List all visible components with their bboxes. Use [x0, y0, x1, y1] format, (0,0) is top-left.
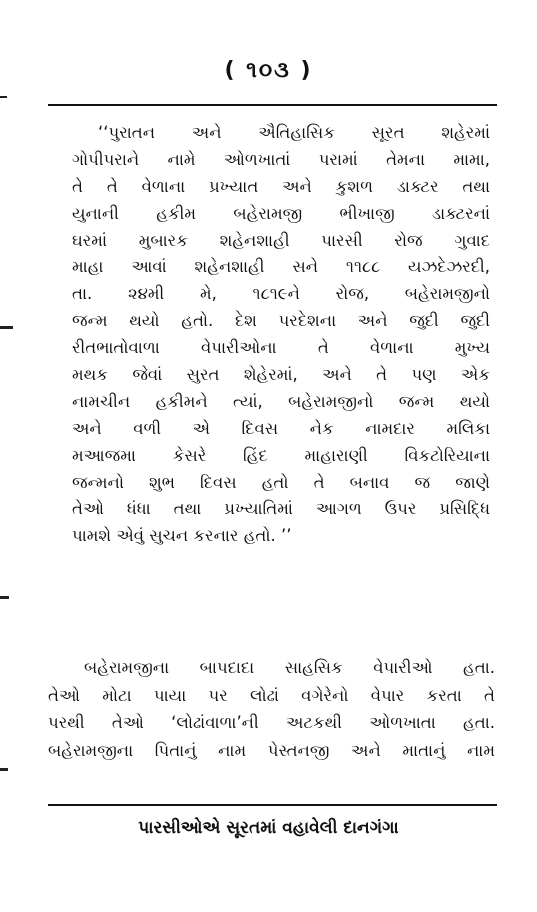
scan-mark: [0, 596, 9, 599]
quote-line: ઘરમાં મુબારક શહેનશાહી પારસી રોજ ગુવાદ: [72, 230, 490, 250]
paragraph-line: તેઓ મોટા પાયા પર લોઢાં વગેરેનો વેપાર કરતા તે: [48, 685, 495, 705]
quote-line: યુનાની હકીમ બહેરામજી ભીખાજી ડાક્ટરનાં: [72, 203, 490, 223]
top-rule: [48, 104, 497, 106]
quote-line: નામચીન હકીમને ત્યાં, બહેરામજીનો જન્મ થયો: [72, 391, 490, 411]
quote-block: [72, 120, 490, 550]
scan-mark: [0, 96, 7, 98]
quote-line: મથક જેવાં સુરત શેહેરમાં, અને તે પણ એક: [72, 365, 490, 385]
quote-line: તા. ૨૪મી મે, ૧૮૧૯ને રોજ, બહેરામજીનો: [72, 284, 490, 304]
quote-line: ગોપીપરાને નામે ઓળખાતાં પરામાં તેમના મામા,: [72, 149, 490, 169]
paragraph-line: પરથી તેઓ ‘લોઢાંવાળા’ની અટકથી ઓળખાતા હતા.: [48, 713, 495, 733]
quote-line: અને વળી એ દિવસ નેક નામદાર મલિકા: [72, 418, 490, 438]
quote-line: માહા આવાં શહેનશાહી સને ૧૧૮૮ યઝદેઝરદી,: [72, 257, 490, 277]
quote-line: તે તે વેળાના પ્રખ્યાત અને કુશળ ડાક્ટર તથા: [72, 176, 490, 196]
scan-mark: [0, 768, 8, 771]
running-footer: પારસીઓએ સૂરતમાં વહાવેલી દાનગંગા: [138, 818, 399, 838]
bottom-rule: [48, 804, 497, 806]
quote-line: તેઓ ધંધા તથા પ્રખ્યાતિમાં આગળ ઉપર પ્રસિદ્ધિ: [72, 499, 490, 519]
paragraph-line: બહેરામજીના બાપદાદા સાહસિક વેપારીઓ હતા.: [84, 658, 495, 677]
quote-line: મઆજમા કેસરે હિંદ માહારાણી વિકટોરિયાના: [72, 445, 490, 465]
paragraph-line: બહેરામજીના પિતાનું નામ પેસ્તનજી અને માતાનું નામ: [48, 740, 495, 760]
quote-line: જન્મ થયો હતો. દેશ પરદેશના અને જુદી જુદી: [72, 311, 490, 331]
quote-line: ‘‘પુરાતન અને ઐતિહાસિક સૂરત શહેરમાં: [98, 123, 490, 142]
page-number: ( ૧૦૩ ): [224, 58, 313, 83]
quote-line: જન્મનો શુભ દિવસ હતો તે બનાવ જ જાણે: [72, 472, 490, 492]
quote-line: રીતભાતોવાળા વેપારીઓના તે વેળાના મુખ્ય: [72, 338, 490, 358]
quote-line: પામશે એવું સુચન કરનાર હતો. ’’: [72, 526, 292, 546]
scan-mark: [0, 326, 13, 329]
body-paragraph: [48, 654, 495, 764]
